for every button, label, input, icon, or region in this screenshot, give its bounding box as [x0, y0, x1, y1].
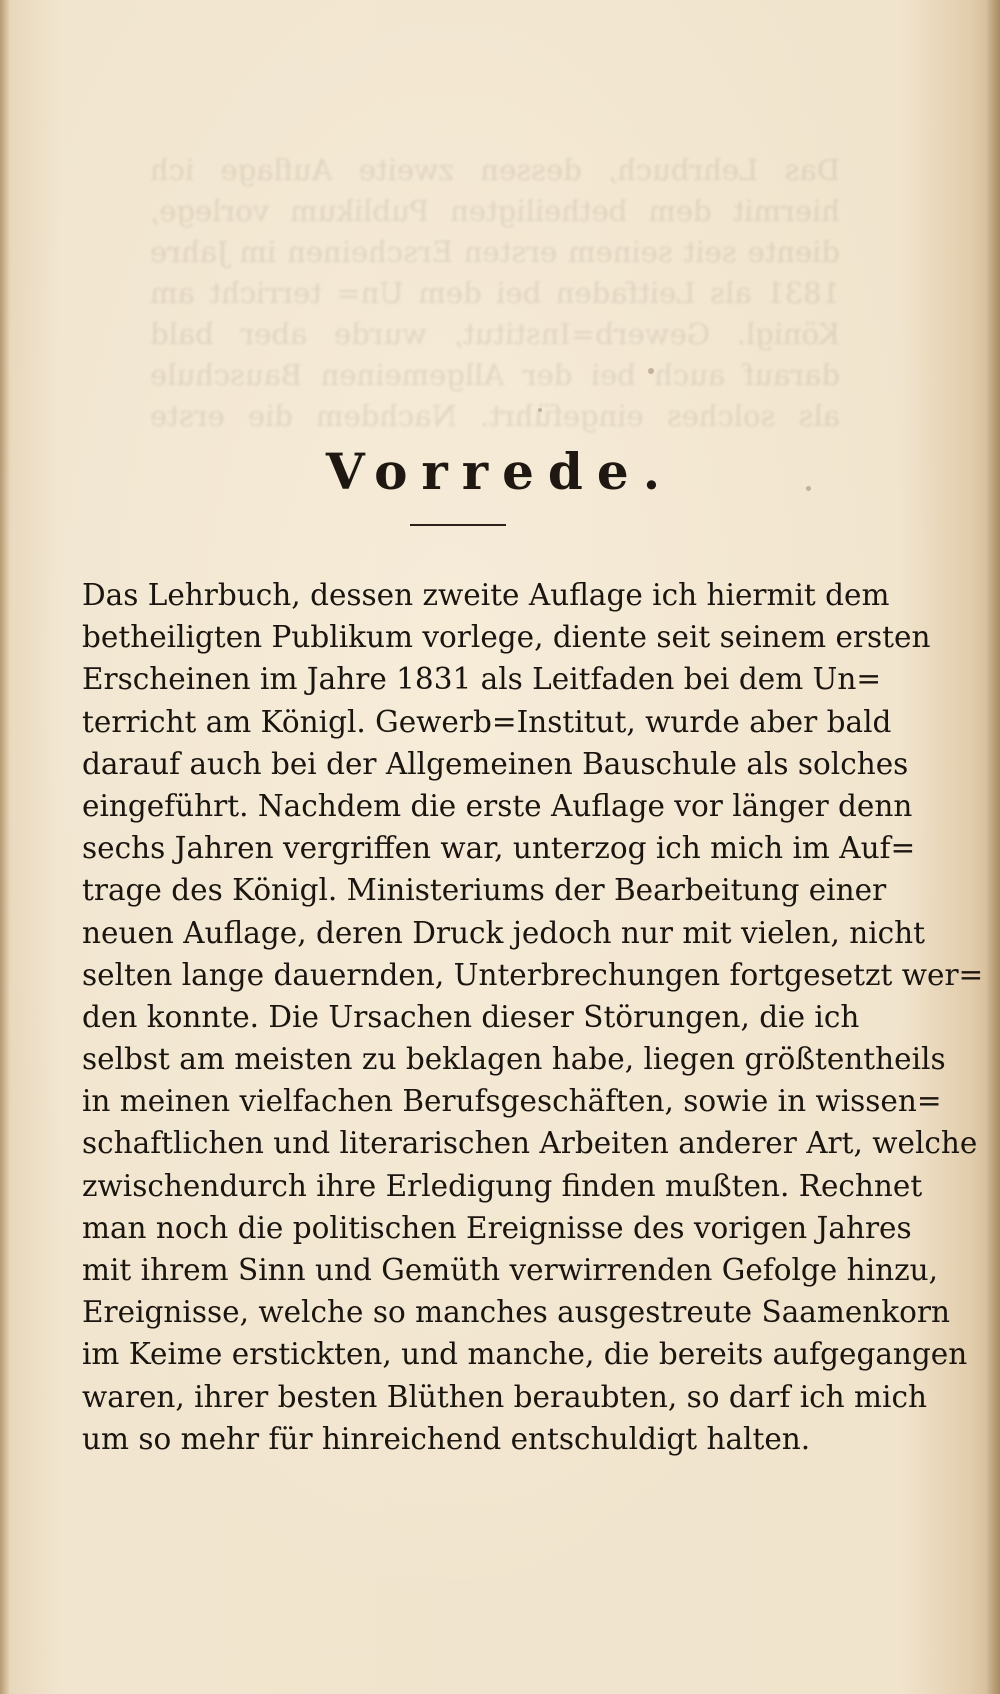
title-rule: [410, 524, 506, 526]
text-line: darauf auch bei der Allgemeinen Bauschule als solches: [82, 746, 909, 781]
text-line: trage des Königl. Ministeriums der Bearbeitung einer: [82, 873, 887, 908]
text-line: in meinen vielfachen Berufsgeschäften, sowie in wissen=: [82, 1084, 942, 1119]
text-line: mit ihrem Sinn und Gemüth verwirrenden Gefolge hinzu,: [82, 1253, 938, 1287]
page-edge-right: [986, 0, 1000, 1694]
page-edge-left: [0, 0, 10, 1694]
text-line: zwischendurch ihre Erledigung finden mußten. Rechnet: [82, 1168, 923, 1203]
text-line: Erscheinen im Jahre 1831 als Leitfaden bei dem Un=: [82, 662, 882, 697]
text-line: selbst am meisten zu beklagen habe, liegen größtentheils: [82, 1042, 946, 1077]
text-line: um so mehr für hinreichend entschuldigt halten.: [82, 1421, 811, 1456]
text-line: betheiligten Publikum vorlege, diente seit seinem ersten: [82, 620, 931, 655]
text-line: Das Lehrbuch, dessen zweite Auflage ich hiermit dem: [82, 578, 890, 612]
text-line: im Keime erstickten, und manche, die bereits aufgegangen: [82, 1337, 968, 1372]
text-line: sechs Jahren vergriffen war, unterzog ich mich im Auf=: [82, 831, 916, 866]
text-line: Ereignisse, welche so manches ausgestreute Saamenkorn: [82, 1295, 951, 1330]
text-line: terricht am Königl. Gewerb=Institut, wurde aber bald: [82, 704, 892, 739]
text-line: schaftlichen und literarischen Arbeiten anderer Art, welche: [82, 1126, 978, 1161]
page-title: Vorrede.: [325, 442, 675, 501]
text-line: eingeführt. Nachdem die erste Auflage vor länger denn: [82, 788, 913, 823]
text-line: selten lange dauernden, Unterbrechungen fortgesetzt wer=: [82, 957, 984, 992]
preface-text: [82, 574, 984, 1460]
text-line: neuen Auflage, deren Druck jedoch nur mit vielen, nicht: [82, 915, 926, 950]
text-line: waren, ihrer besten Blüthen beraubten, so darf ich mich: [82, 1379, 927, 1414]
text-line: man noch die politischen Ereignisse des vorigen Jahres: [82, 1210, 912, 1245]
paper-speck: [648, 368, 654, 374]
show-through-texture: Das Lehrbuch, dessen zweite Auflage ich hiermit dem betheiligten Publikum vorlege, diente seit seinem ersten Erscheinen im Jahre 1831 als Leitfaden bei dem Un= terricht am Königl. Gewerb=Institut, wurde aber bald darauf auch bei der Allgemeinen Bauschule als solches eingeführt. Nachdem die erste: [150, 153, 840, 433]
paper-speck: [538, 408, 542, 412]
text-line: den konnte. Die Ursachen dieser Störungen, die ich: [82, 999, 860, 1034]
